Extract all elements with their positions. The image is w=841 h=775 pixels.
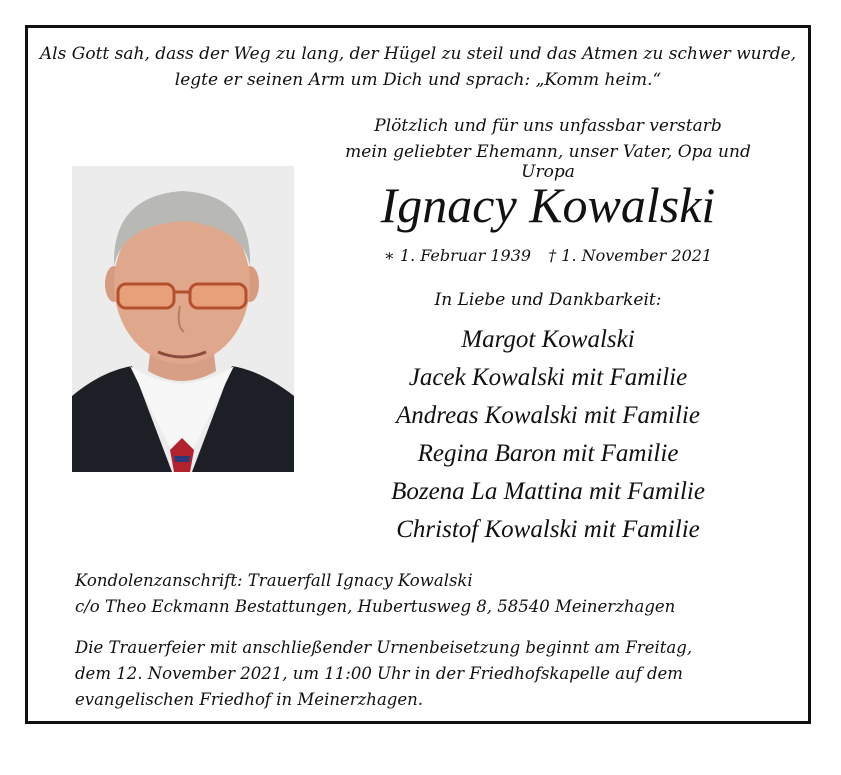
death-date: † 1. November 2021	[548, 246, 713, 265]
mourner-name: Regina Baron mit Familie	[417, 440, 679, 467]
birth-date: ∗ 1. Februar 1939	[383, 246, 532, 265]
mourners-list	[318, 321, 778, 549]
mourners-heading: In Liebe und Dankbarkeit:	[434, 290, 662, 310]
mourner-name: Jacek Kowalski mit Familie	[408, 364, 688, 391]
intro-line-1: Plötzlich und für uns unfassbar verstarb	[374, 116, 722, 136]
condolence-address	[75, 568, 775, 620]
condolence-line-2: c/o Theo Eckmann Bestattungen, Hubertusweg 8, 58540 Meinerzhagen	[75, 597, 676, 616]
mourner-name: Christof Kowalski mit Familie	[396, 516, 700, 543]
mourner-name: Andreas Kowalski mit Familie	[396, 402, 700, 429]
mourner-name: Bozena La Mattina mit Familie	[391, 478, 705, 505]
obituary-frame	[25, 25, 811, 724]
quote-line-1: Als Gott sah, dass der Weg zu lang, der Hügel zu steil und das Atmen zu schwer wurde,	[39, 44, 797, 64]
quote-line-2: legte er seinen Arm um Dich und sprach: „Komm heim.“	[174, 70, 662, 90]
ceremony-line-2: dem 12. November 2021, um 11:00 Uhr in der Friedhofskapelle auf dem	[75, 664, 683, 683]
life-dates	[318, 246, 778, 265]
ceremony-info	[75, 635, 775, 713]
portrait-photo	[72, 166, 294, 472]
condolence-line-1: Kondolenzanschrift: Trauerfall Ignacy Kowalski	[75, 571, 473, 590]
ceremony-line-1: Die Trauerfeier mit anschließender Urnenbeisetzung beginnt am Freitag,	[75, 638, 693, 657]
mourner-name: Margot Kowalski	[461, 326, 635, 353]
intro-line-2: mein geliebter Ehemann, unser Vater, Opa und Uropa	[345, 142, 751, 182]
deceased-name: Ignacy Kowalski	[380, 177, 716, 233]
ceremony-line-3: evangelischen Friedhof in Meinerzhagen.	[75, 690, 423, 709]
